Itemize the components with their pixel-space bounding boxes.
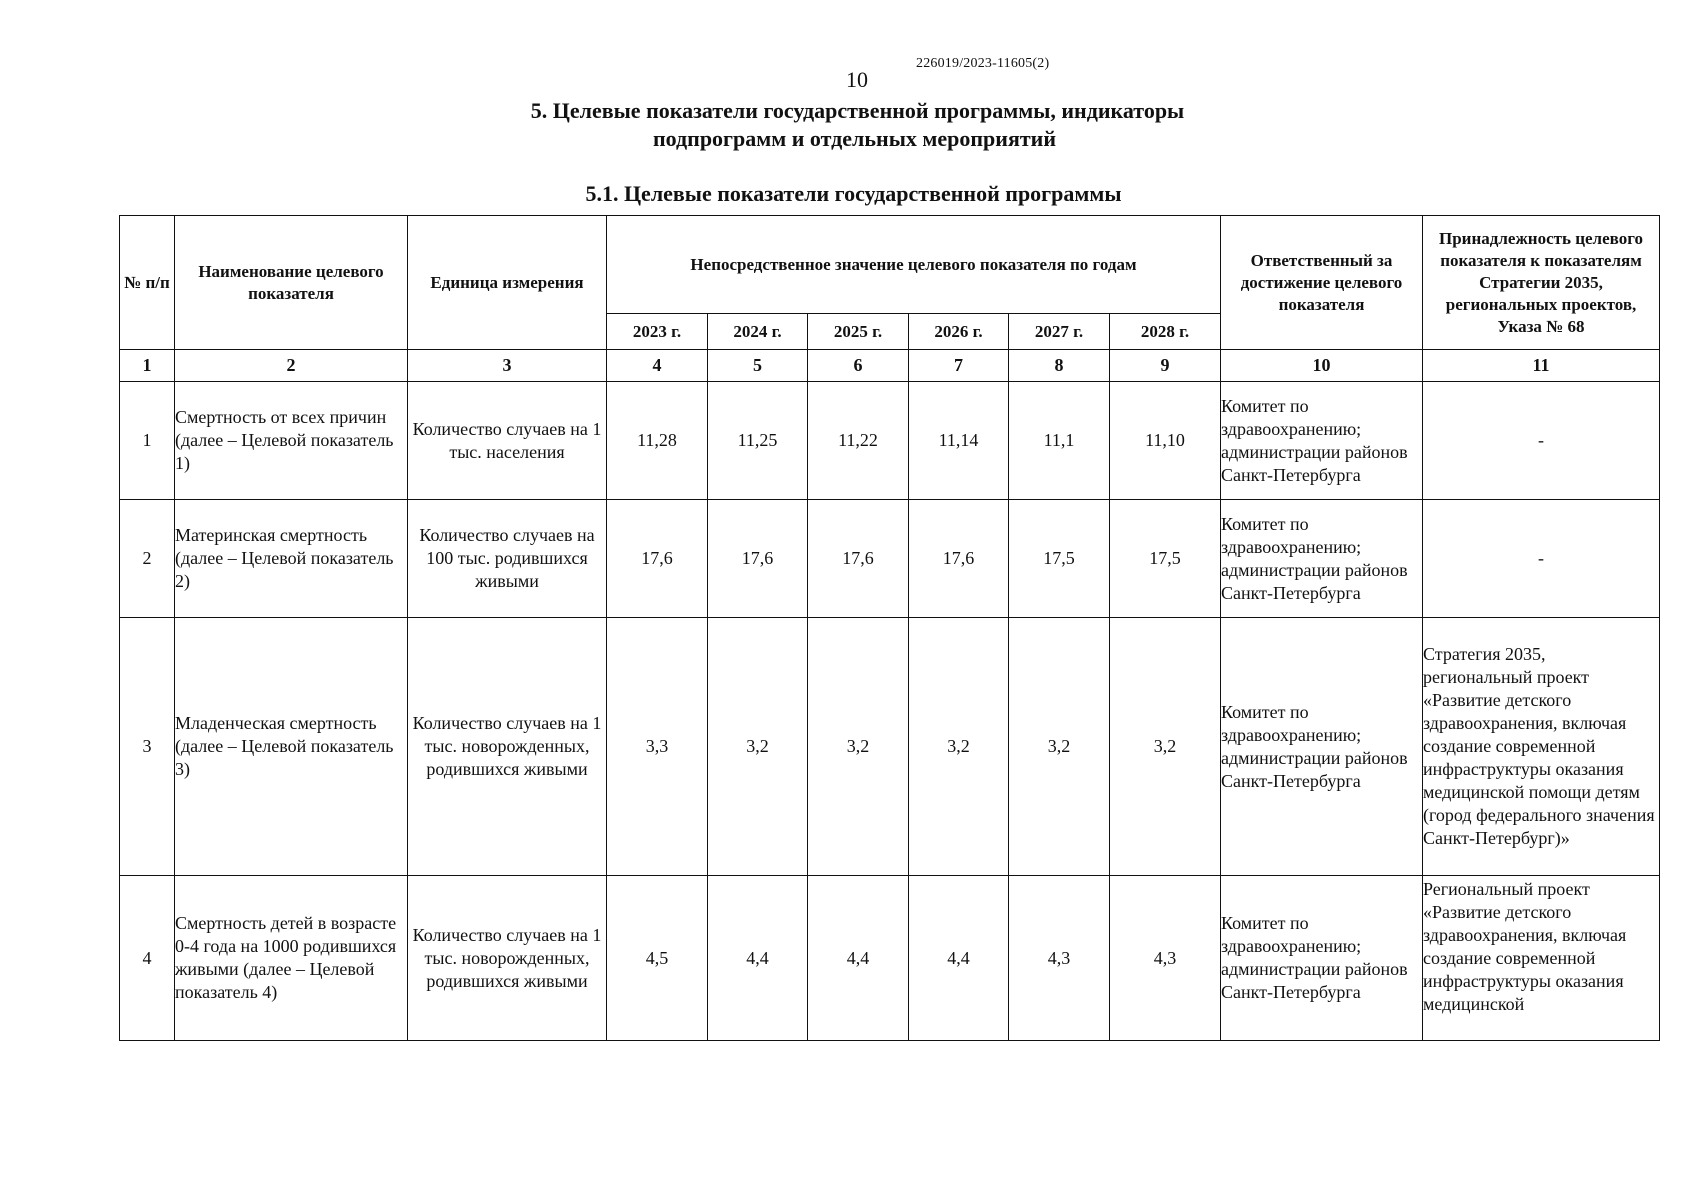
header-year: 2023 г. <box>607 314 708 350</box>
table-row <box>120 618 1660 876</box>
column-number: 5 <box>708 350 808 382</box>
column-number: 3 <box>408 350 607 382</box>
table-row <box>120 382 1660 500</box>
header-year: 2024 г. <box>708 314 808 350</box>
table-row <box>120 876 1660 1041</box>
value-2027: 4,3 <box>1009 876 1110 1041</box>
header-unit: Единица измерения <box>408 216 607 350</box>
responsible: Комитет по здравоохранению; администрации районов Санкт-Петербурга <box>1221 500 1423 618</box>
column-number: 4 <box>607 350 708 382</box>
column-number: 2 <box>175 350 408 382</box>
belonging: - <box>1423 382 1660 500</box>
value-2026: 3,2 <box>909 618 1009 876</box>
belonging: Региональный проект «Развитие детского здравоохранения, включая создание современной инфраструктуры оказания медицинской <box>1423 876 1660 1041</box>
page-number: 10 <box>846 67 868 92</box>
value-2025: 11,22 <box>808 382 909 500</box>
column-number: 8 <box>1009 350 1110 382</box>
indicator-unit: Количество случаев на 1 тыс. населения <box>408 382 607 500</box>
column-number: 6 <box>808 350 909 382</box>
row-number: 2 <box>120 500 175 618</box>
header-belonging: Принадлежность целевого показателя к показателям Стратегии 2035, региональных проектов, Указа № 68 <box>1423 216 1660 350</box>
header-year: 2025 г. <box>808 314 909 350</box>
belonging: Стратегия 2035, региональный проект «Развитие детского здравоохранения, включая создание современной инфраструктуры оказания медицинской помощи детям (город федерального значения Санкт-Петербург)» <box>1423 618 1660 876</box>
header-year: 2028 г. <box>1110 314 1221 350</box>
header-row <box>120 216 1660 314</box>
header-values-by-year: Непосредственное значение целевого показателя по годам <box>607 216 1221 314</box>
subsection-title: 5.1. Целевые показатели государственной программы <box>585 181 1122 206</box>
value-2027: 11,1 <box>1009 382 1110 500</box>
section-title <box>0 97 1695 153</box>
belonging: - <box>1423 500 1660 618</box>
column-number: 1 <box>120 350 175 382</box>
value-2025: 3,2 <box>808 618 909 876</box>
responsible: Комитет по здравоохранению; администрации районов Санкт-Петербурга <box>1221 876 1423 1041</box>
indicator-name: Смертность от всех причин (далее – Целевой показатель 1) <box>175 382 408 500</box>
value-2024: 3,2 <box>708 618 808 876</box>
column-number: 9 <box>1110 350 1221 382</box>
indicator-unit: Количество случаев на 1 тыс. новорожденных, родившихся живыми <box>408 618 607 876</box>
table-row <box>120 500 1660 618</box>
responsible: Комитет по здравоохранению; администрации районов Санкт-Петербурга <box>1221 618 1423 876</box>
indicator-unit: Количество случаев на 100 тыс. родившихся живыми <box>408 500 607 618</box>
column-numbers-row <box>120 350 1660 382</box>
value-2028: 4,3 <box>1110 876 1221 1041</box>
value-2024: 11,25 <box>708 382 808 500</box>
value-2027: 17,5 <box>1009 500 1110 618</box>
value-2024: 17,6 <box>708 500 808 618</box>
column-number: 7 <box>909 350 1009 382</box>
value-2025: 17,6 <box>808 500 909 618</box>
value-2023: 17,6 <box>607 500 708 618</box>
header-year: 2026 г. <box>909 314 1009 350</box>
indicator-unit: Количество случаев на 1 тыс. новорожденных, родившихся живыми <box>408 876 607 1041</box>
value-2023: 4,5 <box>607 876 708 1041</box>
row-number: 3 <box>120 618 175 876</box>
value-2028: 17,5 <box>1110 500 1221 618</box>
column-number: 11 <box>1423 350 1660 382</box>
value-2026: 11,14 <box>909 382 1009 500</box>
row-number: 4 <box>120 876 175 1041</box>
indicator-name: Материнская смертность (далее – Целевой показатель 2) <box>175 500 408 618</box>
responsible: Комитет по здравоохранению; администрации районов Санкт-Петербурга <box>1221 382 1423 500</box>
value-2024: 4,4 <box>708 876 808 1041</box>
value-2026: 4,4 <box>909 876 1009 1041</box>
header-name: Наименование целевого показателя <box>175 216 408 350</box>
indicator-name: Смертность детей в возрасте 0-4 года на 1000 родившихся живыми (далее – Целевой показатель 4) <box>175 876 408 1041</box>
value-2027: 3,2 <box>1009 618 1110 876</box>
header-year: 2027 г. <box>1009 314 1110 350</box>
value-2026: 17,6 <box>909 500 1009 618</box>
column-number: 10 <box>1221 350 1423 382</box>
document-code: 226019/2023-11605(2) <box>916 56 1050 71</box>
indicators-table <box>119 215 1660 1041</box>
value-2028: 11,10 <box>1110 382 1221 500</box>
row-number: 1 <box>120 382 175 500</box>
header-responsible: Ответственный за достижение целевого показателя <box>1221 216 1423 350</box>
value-2023: 11,28 <box>607 382 708 500</box>
header-num: № п/п <box>120 216 175 350</box>
section-title-line-2: подпрограмм и отдельных мероприятий <box>652 126 1057 151</box>
indicator-name: Младенческая смертность (далее – Целевой показатель 3) <box>175 618 408 876</box>
value-2025: 4,4 <box>808 876 909 1041</box>
value-2023: 3,3 <box>607 618 708 876</box>
value-2028: 3,2 <box>1110 618 1221 876</box>
section-title-line-1: 5. Целевые показатели государственной программы, индикаторы <box>530 98 1185 123</box>
